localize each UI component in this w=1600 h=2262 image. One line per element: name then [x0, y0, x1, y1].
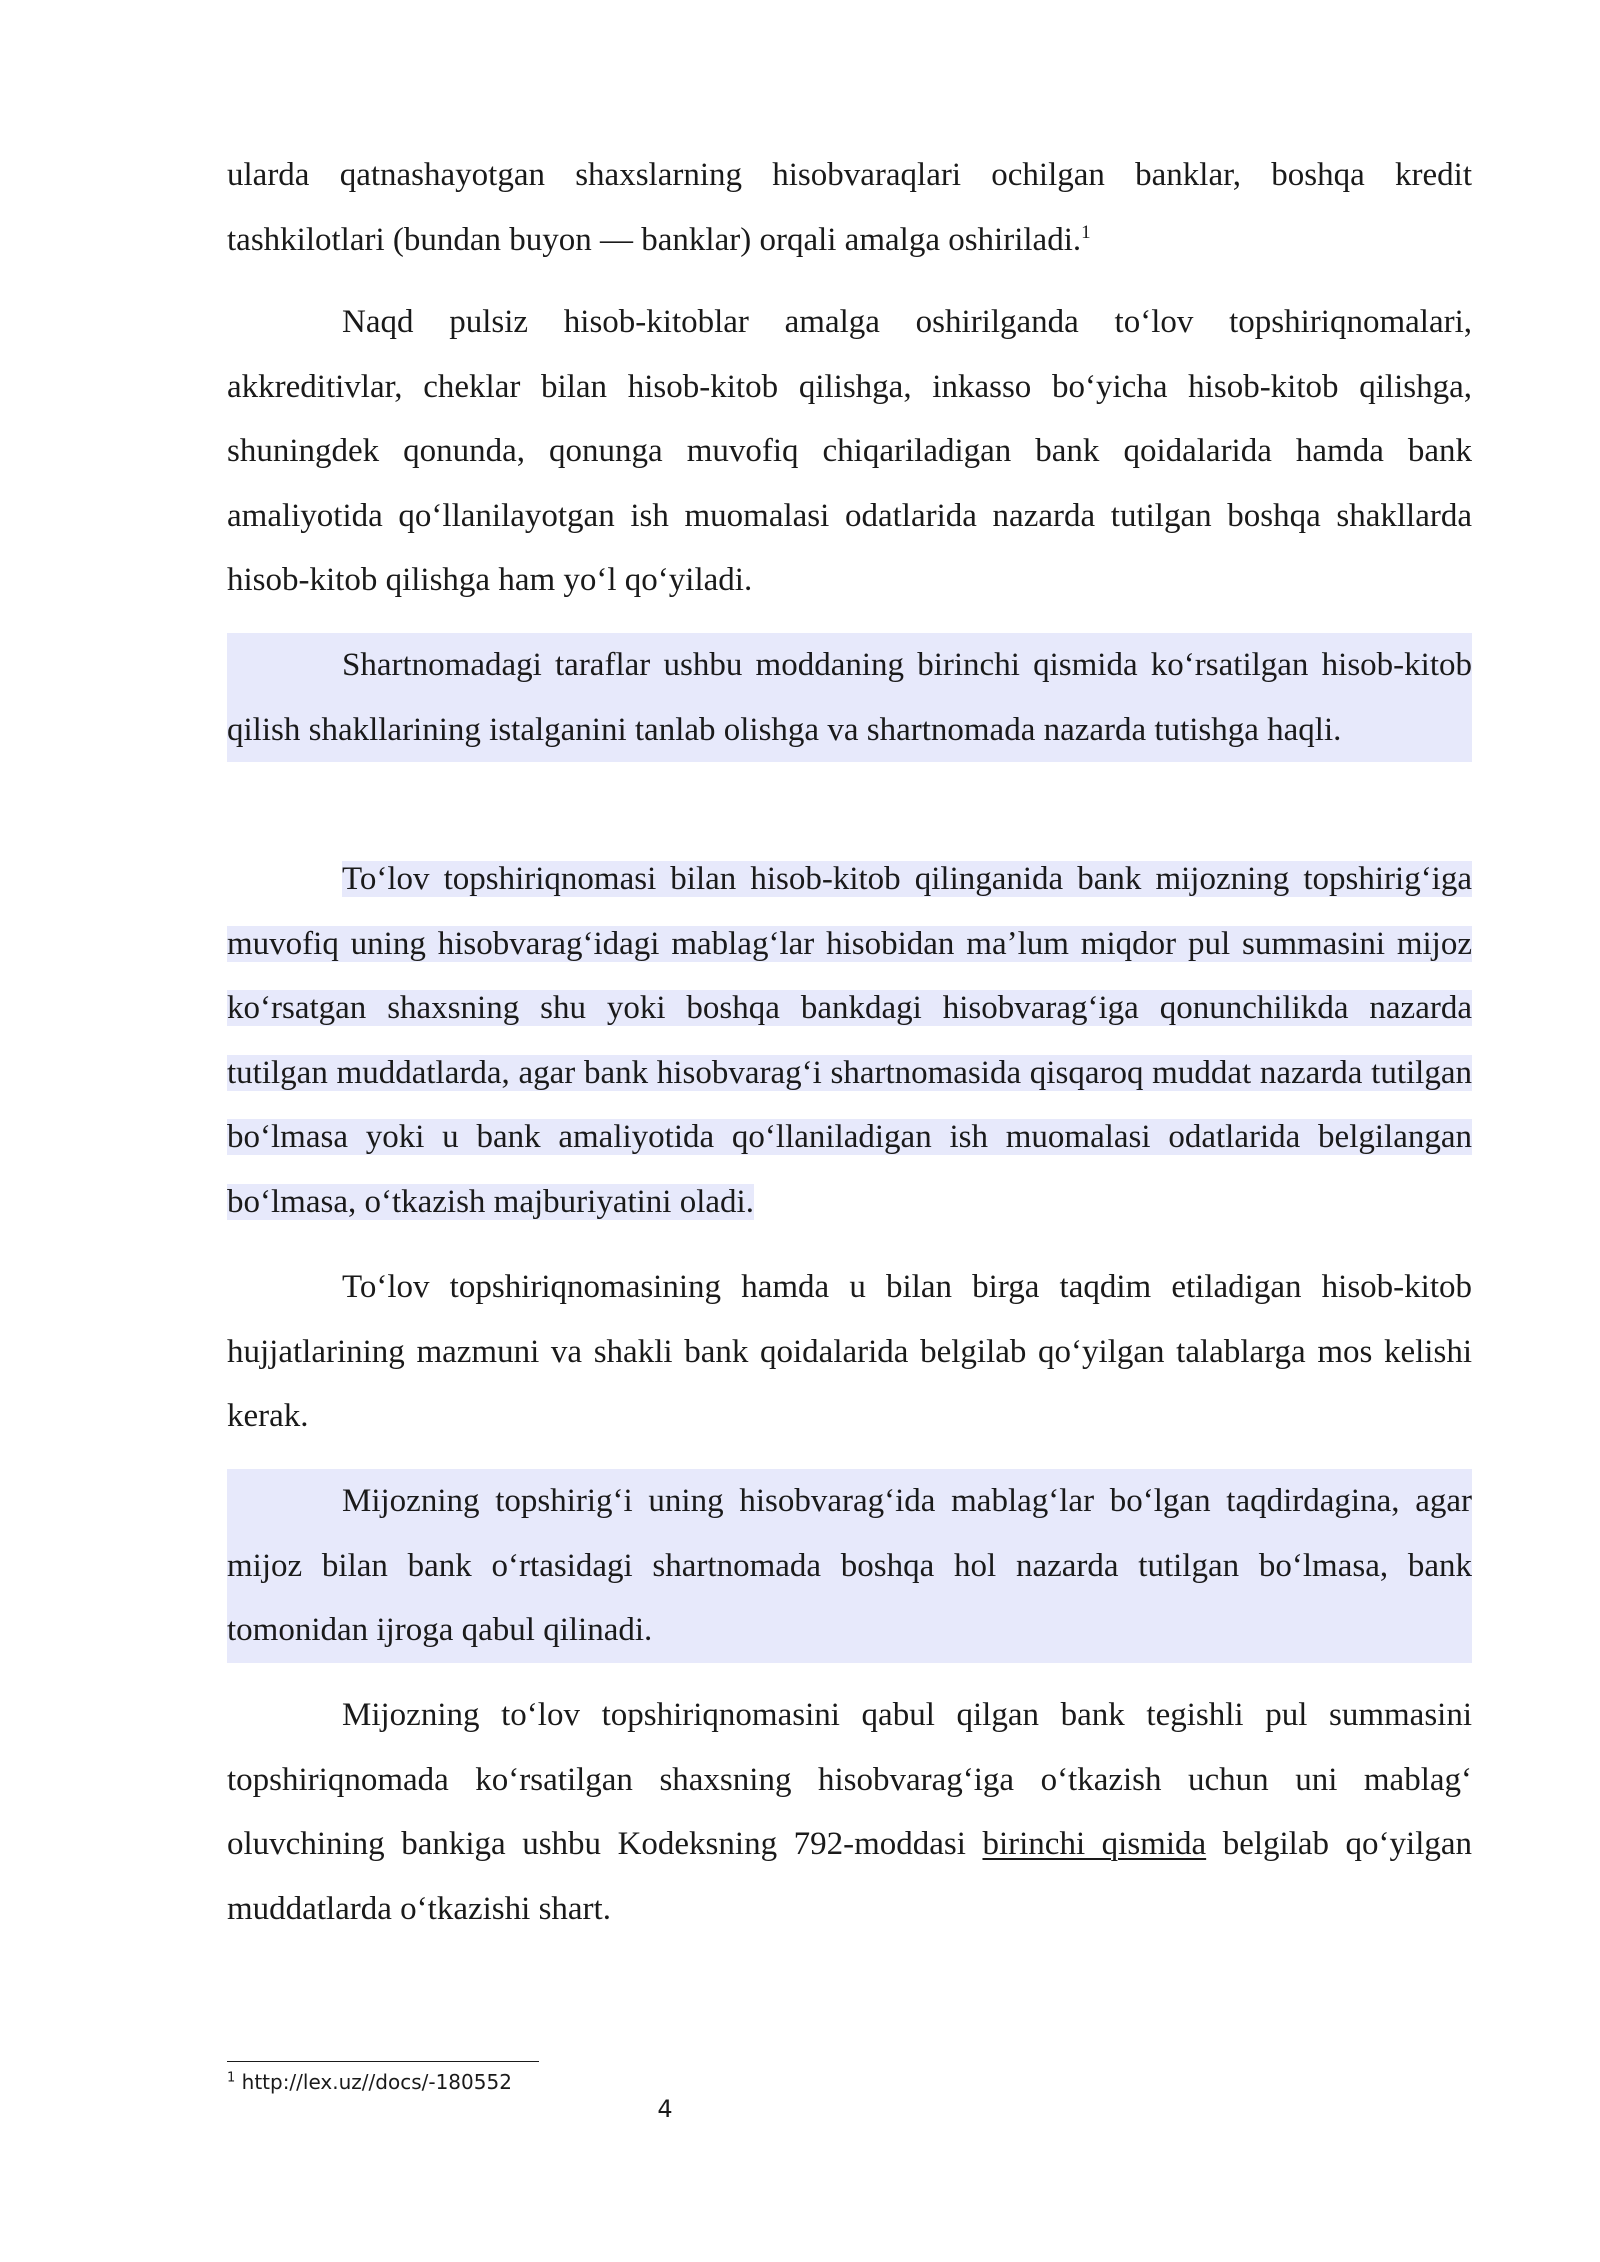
paragraph-1-text: ularda qatnashayotgan shaxslarning hisobvaraqlari ochilgan banklar, boshqa kredit tashkilotlari (bundan buyon — banklar) orqali amalga oshiriladi. — [227, 157, 1472, 258]
paragraph-2: Naqd pulsiz hisob-kitoblar amalga oshirilganda toʻlov topshiriqnomalari, akkreditivlar, cheklar bilan hisob-kitob qilishga, inkasso boʻyicha hisob-kitob qilishga, shuningdek qonunda, qonunga muvofiq chiqariladigan bank qoidalarida hamda bank amaliyotida qoʻllanilayotgan ish muomalasi odatlarida nazarda tutilgan boshqa shakllarda hisob-kitob qilishga ham yoʻl qoʻyiladi. — [227, 304, 1472, 598]
paragraph-3-highlighted: Shartnomadagi taraflar ushbu moddaning birinchi qismida koʻrsatilgan hisob-kitob qilish shakllarining istalganini tanlab olishga va shartnomada nazarda tutishga haqli. — [227, 633, 1472, 762]
footnote-url[interactable]: http://lex.uz//docs/-180552 — [241, 2070, 512, 2094]
page-number: 4 — [657, 2095, 673, 2123]
paragraph-1 — [227, 143, 1472, 272]
paragraph-5: Toʻlov topshiriqnomasining hamda u bilan birga taqdim etiladigan hisob-kitob hujjatlarining mazmuni va shakli bank qoidalarida belgilab qoʻyilgan talablarga mos kelishi kerak. — [227, 1269, 1472, 1434]
article-reference-link[interactable]: birinchi qismida — [982, 1826, 1207, 1862]
footnote-reference[interactable]: 1 — [1081, 221, 1091, 243]
paragraph-7-text-after: belgilab qoʻyilgan muddatlarda oʻtkazishi shart. — [227, 1826, 1473, 1927]
paragraph-7-text-before: Mijozning toʻlov topshiriqnomasini qabul qilgan bank tegishli pul summasini topshiriqnomada koʻrsatilgan shaxsning hisobvaragʻiga oʻtkazish uchun uni mablagʻ oluvchining bankiga ushbu Kodeksning 792-moddasi — [227, 1697, 1472, 1862]
footnote-number: 1 — [227, 2070, 236, 2086]
footnote — [227, 2068, 512, 2096]
paragraph-4-text: Toʻlov topshiriqnomasi bilan hisob-kitob qilinganida bank mijozning topshirigʻiga muvofiq uning hisobvaragʻidagi mablagʻlar hisobidan maʼlum miqdor pul summasini mijoz koʻrsatgan shaxsning shu yoki boshqa bankdagi hisobvaragʻiga qonunchilikda nazarda tutilgan muddatlarda, agar bank hisobvaragʻi shartnomasida qisqaroq muddat nazarda tutilgan boʻlmasa yoki u bank amaliyotida qoʻllaniladigan ish muomalasi odatlarida belgilangan boʻlmasa, oʻtkazish majburiyatini oladi. — [227, 861, 1472, 1220]
paragraph-7 — [227, 1683, 1472, 1941]
paragraph-6-highlighted: Mijozning topshirigʻi uning hisobvaragʻida mablagʻlar boʻlgan taqdirdagina, agar mijoz bilan bank oʻrtasidagi shartnomada boshqa hol nazarda tutilgan boʻlmasa, bank tomonidan ijroga qabul qilinadi. — [227, 1469, 1472, 1663]
paragraph-4-highlighted — [227, 847, 1472, 1234]
footnote-separator — [227, 2061, 539, 2062]
